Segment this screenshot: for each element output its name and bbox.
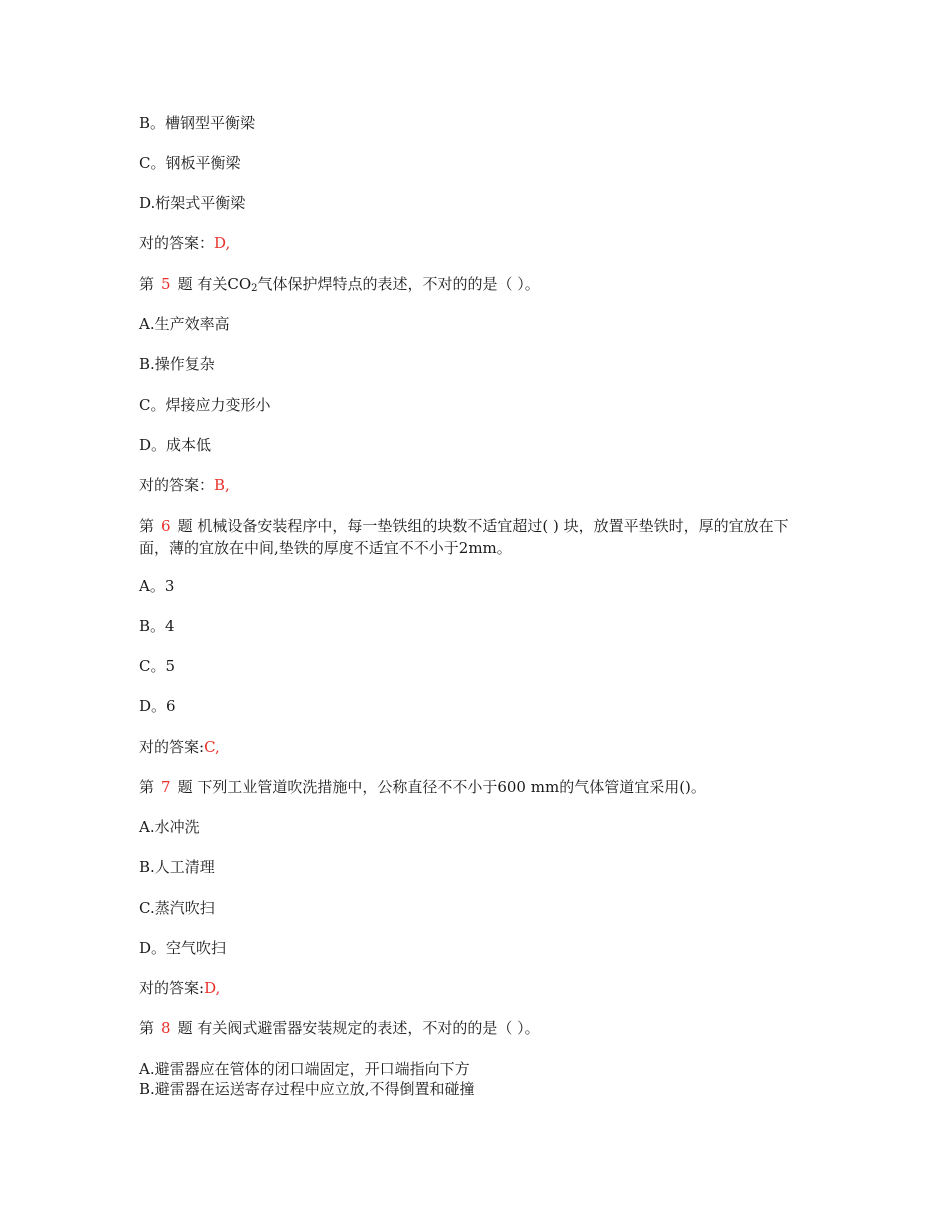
question-prefix: 第 — [139, 275, 155, 293]
answer-label: 对的答案: — [139, 979, 205, 997]
question-text: 下列工业管道吹洗措施中，公称直径不不小于600 mm的气体管道宜采用()。 — [192, 778, 706, 796]
q6-option-c: C。5 — [139, 657, 176, 675]
question-prefix: 第 — [139, 1019, 155, 1037]
question-text-rest: 气体保护焊特点的表述，不对的的是（ ）。 — [257, 275, 540, 293]
q7-option-c: C.蒸汽吹扫 — [139, 899, 215, 917]
q6-option-b: B。4 — [139, 617, 175, 635]
q4-option-d: D.桁架式平衡梁 — [139, 194, 246, 212]
answer-label: 对的答案： — [139, 476, 215, 494]
q8-stem — [139, 1018, 540, 1038]
q8-option-a: A.避雷器应在管体的闭口端固定，开口端指向下方 — [139, 1060, 470, 1078]
q7-stem — [139, 777, 706, 797]
q4-option-b: B。槽钢型平衡梁 — [139, 114, 256, 132]
q5-option-b: B.操作复杂 — [139, 355, 215, 373]
q6-answer — [139, 737, 220, 757]
q5-answer — [139, 475, 230, 495]
question-suffix: 题 — [177, 517, 193, 535]
answer-label: 对的答案： — [139, 234, 215, 252]
question-number: 8 — [161, 1019, 171, 1037]
question-prefix: 第 — [139, 517, 155, 535]
q5-option-a: A.生产效率高 — [139, 315, 230, 333]
q4-answer — [139, 233, 230, 253]
question-suffix: 题 — [177, 275, 193, 293]
answer-value: C, — [204, 738, 220, 756]
q6-option-a: A。3 — [139, 577, 175, 595]
question-number: 7 — [161, 778, 171, 796]
subscript: 2 — [251, 283, 258, 294]
question-text: 有关CO — [192, 275, 252, 293]
question-number: 5 — [161, 275, 171, 293]
question-number: 6 — [161, 517, 171, 535]
q7-answer — [139, 978, 220, 998]
q5-stem — [139, 274, 540, 299]
q7-option-b: B.人工清理 — [139, 858, 215, 876]
q6-option-d: D。6 — [139, 697, 176, 715]
q6-stem — [139, 515, 814, 559]
q4-option-c: C。钢板平衡梁 — [139, 154, 241, 172]
question-text: 有关阀式避雷器安装规定的表述，不对的的是（ ）。 — [192, 1019, 540, 1037]
q5-option-c: C。焊接应力变形小 — [139, 396, 271, 414]
q5-option-d: D。成本低 — [139, 436, 212, 454]
answer-label: 对的答案: — [139, 738, 205, 756]
answer-value: D, — [204, 979, 221, 997]
question-suffix: 题 — [177, 778, 193, 796]
answer-value: B, — [214, 476, 230, 494]
q8-option-b: B.避雷器在运送寄存过程中应立放,不得倒置和碰撞 — [139, 1080, 475, 1098]
question-text: 机械设备安装程序中，每一垫铁组的块数不适宜超过( ) 块，放置平垫铁时，厚的宜放在下面，薄的宜放在中间,垫铁的厚度不适宜不不小于2mm。 — [139, 517, 789, 557]
answer-value: D, — [214, 234, 231, 252]
question-prefix: 第 — [139, 778, 155, 796]
q7-option-d: D。空气吹扫 — [139, 939, 227, 957]
question-suffix: 题 — [177, 1019, 193, 1037]
q7-option-a: A.水冲洗 — [139, 818, 200, 836]
